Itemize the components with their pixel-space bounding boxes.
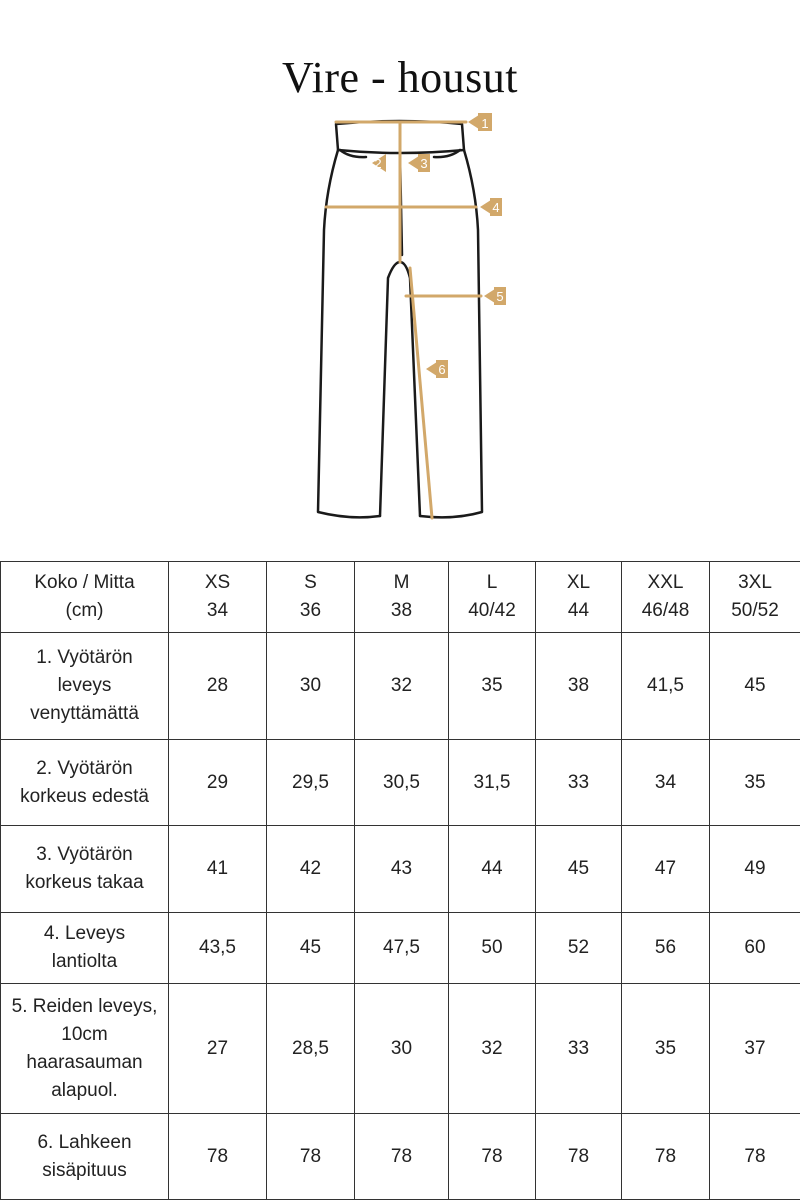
table-cell: 78	[536, 1114, 622, 1200]
marker-1	[468, 113, 492, 131]
row-label: 1. Vyötärön leveys venyttämättä	[1, 633, 169, 740]
marker-2-label: 2	[374, 156, 382, 171]
table-cell: 33	[536, 984, 622, 1114]
table-cell: 35	[710, 740, 800, 826]
table-cell: 52	[536, 913, 622, 984]
table-cell: 78	[449, 1114, 536, 1200]
row-label: 3. Vyötärön korkeus takaa	[1, 826, 169, 913]
table-cell: 49	[710, 826, 800, 913]
header-size-xs: XS 34	[169, 562, 267, 633]
table-cell: 29,5	[267, 740, 355, 826]
table-cell: 41	[169, 826, 267, 913]
table-cell: 28	[169, 633, 267, 740]
marker-5-label: 5	[496, 289, 504, 304]
table-cell: 78	[622, 1114, 710, 1200]
table-row	[1, 633, 800, 740]
table-cell: 30	[267, 633, 355, 740]
table-cell: 31,5	[449, 740, 536, 826]
marker-2	[372, 154, 386, 172]
table-cell: 45	[267, 913, 355, 984]
marker-6	[426, 360, 448, 378]
table-cell: 78	[169, 1114, 267, 1200]
marker-5	[484, 287, 506, 305]
table-cell: 38	[536, 633, 622, 740]
marker-1-label: 1	[481, 116, 489, 131]
table-cell: 35	[449, 633, 536, 740]
table-cell: 34	[622, 740, 710, 826]
row-label: 6. Lahkeen sisäpituus	[1, 1114, 169, 1200]
marker-4	[480, 198, 502, 216]
table-cell: 43	[355, 826, 449, 913]
table-cell: 60	[710, 913, 800, 984]
table-cell: 44	[449, 826, 536, 913]
table-row	[1, 740, 800, 826]
size-chart-table	[0, 561, 800, 1200]
table-cell: 27	[169, 984, 267, 1114]
row-label: 4. Leveys lantiolta	[1, 913, 169, 984]
table-cell: 45	[710, 633, 800, 740]
table-cell: 41,5	[622, 633, 710, 740]
table-cell: 33	[536, 740, 622, 826]
header-size-l: L 40/42	[449, 562, 536, 633]
table-cell: 45	[536, 826, 622, 913]
header-size-s: S 36	[267, 562, 355, 633]
table-cell: 56	[622, 913, 710, 984]
table-cell: 30,5	[355, 740, 449, 826]
table-header-row	[1, 562, 800, 633]
header-size-xl: XL 44	[536, 562, 622, 633]
table-cell: 32	[355, 633, 449, 740]
table-cell: 43,5	[169, 913, 267, 984]
table-cell: 42	[267, 826, 355, 913]
header-size-3xl: 3XL 50/52	[710, 562, 800, 633]
table-cell: 78	[355, 1114, 449, 1200]
table-cell: 37	[710, 984, 800, 1114]
table-cell: 78	[710, 1114, 800, 1200]
row-label: 5. Reiden leveys, 10cm haarasauman alapuol.	[1, 984, 169, 1114]
header-size-xxl: XXL 46/48	[622, 562, 710, 633]
page-title: Vire - housut	[281, 53, 519, 102]
marker-3	[408, 154, 430, 172]
table-cell: 32	[449, 984, 536, 1114]
pants-measurement-diagram	[0, 105, 800, 535]
table-row	[1, 1114, 800, 1200]
header-label-cell: Koko / Mitta (cm)	[1, 562, 169, 633]
table-cell: 29	[169, 740, 267, 826]
table-cell: 47,5	[355, 913, 449, 984]
table-cell: 47	[622, 826, 710, 913]
table-row	[1, 826, 800, 913]
table-cell: 28,5	[267, 984, 355, 1114]
table-row	[1, 984, 800, 1114]
row-label: 2. Vyötärön korkeus edestä	[1, 740, 169, 826]
table-row	[1, 913, 800, 984]
table-cell: 35	[622, 984, 710, 1114]
header-size-m: M 38	[355, 562, 449, 633]
table-cell: 50	[449, 913, 536, 984]
marker-3-label: 3	[420, 156, 428, 171]
table-cell: 78	[267, 1114, 355, 1200]
measurement-lines	[326, 122, 481, 518]
table-cell: 30	[355, 984, 449, 1114]
marker-6-label: 6	[438, 362, 446, 377]
marker-4-label: 4	[492, 200, 500, 215]
